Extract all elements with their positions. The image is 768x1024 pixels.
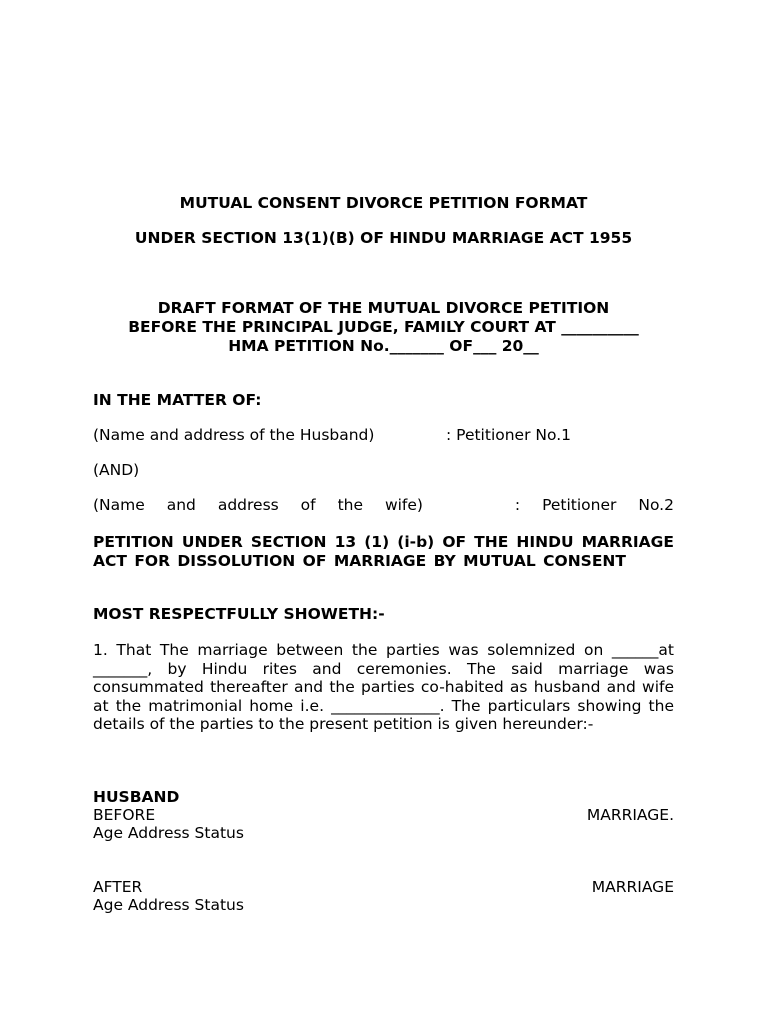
wife-word: (Name <box>93 496 145 514</box>
marriage-label: MARRIAGE <box>591 878 674 896</box>
paragraph-1: 1. That The marriage between the parties was solemnized on ______at _______, by Hindu rites and ceremonies. The said marriage was consummated thereafter and the parties co-habited as husband and wife at the matrimonial home i.e. ______________. The particulars showing the details of the parties to the present petition is given hereunder:- <box>93 641 674 733</box>
before-marriage-row <box>93 806 674 825</box>
draft-heading-line-2: BEFORE THE PRINCIPAL JUDGE, FAMILY COURT AT __________ <box>128 318 639 336</box>
petitioner-1-row <box>93 426 674 445</box>
husband-name-placeholder: (Name and address of the Husband) <box>93 426 375 444</box>
after-marriage-row <box>93 878 674 897</box>
after-label: AFTER <box>93 878 143 896</box>
wife-word: wife) <box>384 496 423 514</box>
draft-heading-line-1: DRAFT FORMAT OF THE MUTUAL DIVORCE PETITION <box>157 299 610 317</box>
wife-word: : <box>514 496 521 514</box>
husband-fields-before: Age Address Status <box>93 824 244 842</box>
husband-heading: HUSBAND <box>93 788 180 806</box>
before-label: BEFORE <box>93 806 156 824</box>
marriage-label: MARRIAGE. <box>586 806 674 824</box>
wife-word: address <box>217 496 279 514</box>
document-subtitle: UNDER SECTION 13(1)(B) OF HINDU MARRIAGE ACT 1955 <box>134 229 633 247</box>
petitioner-2-row <box>93 496 674 515</box>
wife-word: the <box>337 496 363 514</box>
wife-word: Petitioner <box>542 496 617 514</box>
wife-word: and <box>166 496 196 514</box>
petition-heading: PETITION UNDER SECTION 13 (1) (i-b) OF THE HINDU MARRIAGE ACT FOR DISSOLUTION OF MARRIAGE BY MUTUAL CONSENT <box>93 533 674 570</box>
document-title: MUTUAL CONSENT DIVORCE PETITION FORMAT <box>179 194 588 212</box>
husband-fields-after: Age Address Status <box>93 896 244 914</box>
wife-word: of <box>300 496 316 514</box>
showeth-heading: MOST RESPECTFULLY SHOWETH:- <box>93 605 385 623</box>
and-separator: (AND) <box>93 461 140 479</box>
petitioner-1-label: : Petitioner No.1 <box>446 426 571 444</box>
wife-word: No.2 <box>638 496 674 514</box>
draft-heading-line-3: HMA PETITION No._______ OF___ 20__ <box>228 337 539 355</box>
in-the-matter-heading: IN THE MATTER OF: <box>93 391 262 409</box>
